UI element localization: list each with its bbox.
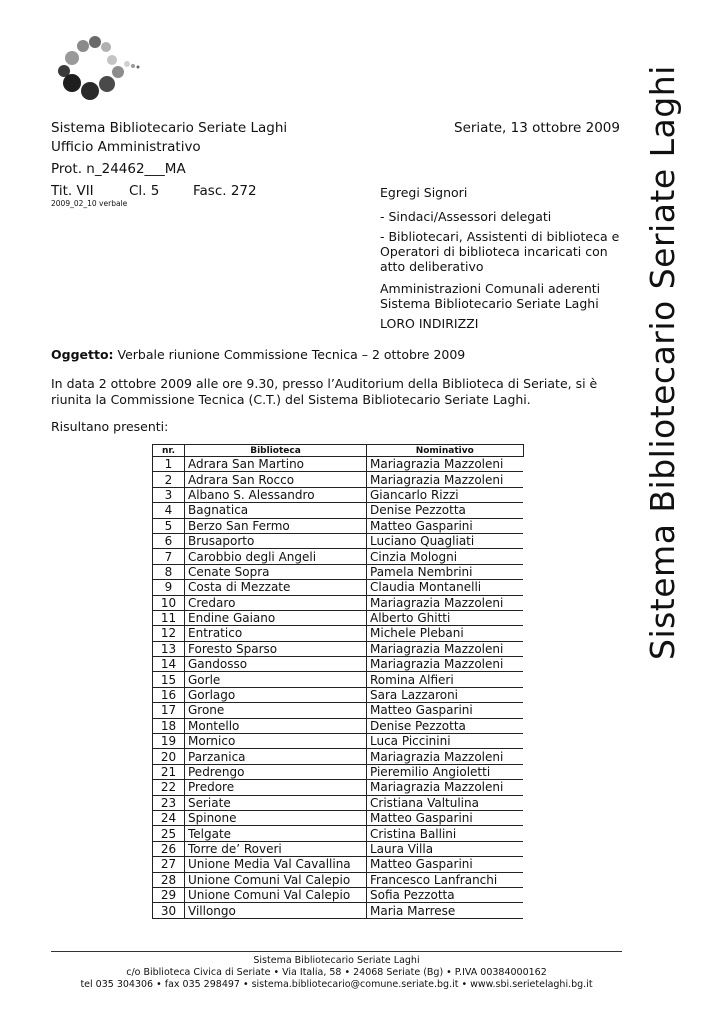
row-library: Montello (185, 718, 367, 733)
row-number: 20 (153, 749, 185, 764)
row-number: 10 (153, 595, 185, 610)
logo-icon (50, 33, 150, 105)
row-name: Luciano Quagliati (367, 533, 524, 548)
row-name: Pieremilio Angioletti (367, 764, 524, 779)
table-row (153, 687, 524, 702)
row-number: 3 (153, 487, 185, 502)
row-name: Denise Pezzotta (367, 718, 524, 733)
row-number: 5 (153, 518, 185, 533)
row-library: Bagnatica (185, 503, 367, 518)
row-library: Unione Comuni Val Calepio (185, 872, 367, 887)
table-row (153, 610, 524, 625)
row-name: Matteo Gasparini (367, 857, 524, 872)
table-row (153, 487, 524, 502)
table-row (153, 503, 524, 518)
subject-label: Oggetto: (51, 347, 114, 362)
recipient-librarians-3: atto deliberativo (380, 259, 484, 274)
table-row (153, 626, 524, 641)
side-title: Sistema Bibliotecario Seriate Laghi (643, 65, 682, 660)
row-number: 9 (153, 580, 185, 595)
table-row (153, 734, 524, 749)
row-library: Telgate (185, 826, 367, 841)
row-name: Mariagrazia Mazzoleni (367, 657, 524, 672)
row-name: Maria Marrese (367, 903, 524, 918)
table-row (153, 580, 524, 595)
recipient-addresses: LORO INDIRIZZI (380, 316, 479, 331)
row-name: Mariagrazia Mazzoleni (367, 457, 524, 472)
row-library: Carobbio degli Angeli (185, 549, 367, 564)
row-number: 18 (153, 718, 185, 733)
row-library: Berzo San Fermo (185, 518, 367, 533)
row-number: 16 (153, 687, 185, 702)
table-row (153, 657, 524, 672)
table-row (153, 672, 524, 687)
intro-line-1: In data 2 ottobre 2009 alle ore 9.30, presso l’Auditorium della Biblioteca di Seriate, si è (51, 376, 598, 391)
row-number: 14 (153, 657, 185, 672)
table-row (153, 533, 524, 548)
row-number: 29 (153, 887, 185, 902)
table-row (153, 795, 524, 810)
row-library: Costa di Mezzate (185, 580, 367, 595)
table-row (153, 595, 524, 610)
row-library: Gandosso (185, 657, 367, 672)
row-library: Parzanica (185, 749, 367, 764)
table-row (153, 518, 524, 533)
header-library: Biblioteca (185, 445, 367, 457)
row-name: Luca Piccinini (367, 734, 524, 749)
footer-address: c/o Biblioteca Civica di Seriate • Via Italia, 58 • 24068 Seriate (Bg) • P.IVA 00384000162 (126, 967, 547, 978)
row-number: 11 (153, 610, 185, 625)
table-row (153, 810, 524, 825)
recipient-mayors: - Sindaci/Assessori delegati (380, 209, 552, 224)
row-library: Mornico (185, 734, 367, 749)
row-number: 28 (153, 872, 185, 887)
row-library: Adrara San Martino (185, 457, 367, 472)
row-name: Romina Alfieri (367, 672, 524, 687)
row-library: Predore (185, 780, 367, 795)
greeting: Egregi Signori (380, 185, 468, 200)
row-name: Cinzia Mologni (367, 549, 524, 564)
row-name: Matteo Gasparini (367, 810, 524, 825)
table-row (153, 718, 524, 733)
row-name: Francesco Lanfranchi (367, 872, 524, 887)
row-name: Alberto Ghitti (367, 610, 524, 625)
row-library: Brusaporto (185, 533, 367, 548)
row-library: Spinone (185, 810, 367, 825)
row-name: Pamela Nembrini (367, 564, 524, 579)
office-name: Ufficio Amministrativo (51, 139, 201, 155)
row-name: Matteo Gasparini (367, 703, 524, 718)
row-number: 30 (153, 903, 185, 918)
row-number: 4 (153, 503, 185, 518)
table-row (153, 780, 524, 795)
row-library: Credaro (185, 595, 367, 610)
row-name: Claudia Montanelli (367, 580, 524, 595)
recipient-librarians-2: Operatori di biblioteca incaricati con (380, 244, 608, 259)
row-name: Michele Plebani (367, 626, 524, 641)
table-row (153, 641, 524, 656)
class-code: Cl. 5 (129, 183, 160, 199)
row-number: 1 (153, 457, 185, 472)
subject-line (51, 347, 465, 362)
row-number: 19 (153, 734, 185, 749)
row-library: Seriate (185, 795, 367, 810)
table-row (153, 826, 524, 841)
table-header-row (153, 445, 524, 457)
intro-line-2: riunita la Commissione Tecnica (C.T.) del Sistema Bibliotecario Seriate Laghi. (51, 392, 531, 407)
header-nr: nr. (153, 445, 185, 457)
recipient-librarians-1: - Bibliotecari, Assistenti di biblioteca e (380, 229, 620, 244)
row-number: 7 (153, 549, 185, 564)
row-library: Gorlago (185, 687, 367, 702)
row-number: 6 (153, 533, 185, 548)
footer-org: Sistema Bibliotecario Seriate Laghi (253, 955, 420, 966)
file-code: Fasc. 272 (193, 183, 257, 199)
table-row (153, 549, 524, 564)
table-row (153, 841, 524, 856)
row-library: Grone (185, 703, 367, 718)
table-row (153, 764, 524, 779)
row-library: Entratico (185, 626, 367, 641)
org-name: Sistema Bibliotecario Seriate Laghi (51, 120, 288, 136)
document-date: Seriate, 13 ottobre 2009 (454, 120, 620, 136)
row-name: Mariagrazia Mazzoleni (367, 749, 524, 764)
title-code: Tit. VII (51, 183, 94, 199)
row-name: Mariagrazia Mazzoleni (367, 641, 524, 656)
row-number: 26 (153, 841, 185, 856)
row-number: 13 (153, 641, 185, 656)
row-name: Giancarlo Rizzi (367, 487, 524, 502)
row-name: Sofia Pezzotta (367, 887, 524, 902)
row-number: 12 (153, 626, 185, 641)
row-number: 8 (153, 564, 185, 579)
row-library: Cenate Sopra (185, 564, 367, 579)
row-number: 15 (153, 672, 185, 687)
row-number: 22 (153, 780, 185, 795)
table-row (153, 457, 524, 472)
row-number: 17 (153, 703, 185, 718)
row-library: Endine Gaiano (185, 610, 367, 625)
present-label: Risultano presenti: (51, 419, 169, 434)
row-library: Torre de’ Roveri (185, 841, 367, 856)
table-row (153, 703, 524, 718)
table-row (153, 887, 524, 902)
row-name: Cristiana Valtulina (367, 795, 524, 810)
recipient-admins-1: Amministrazioni Comunali aderenti (380, 281, 601, 296)
row-name: Mariagrazia Mazzoleni (367, 472, 524, 487)
intro-paragraph (51, 376, 621, 408)
table-row (153, 903, 524, 918)
footer-contacts: tel 035 304306 • fax 035 298497 • sistema.bibliotecario@comune.seriate.bg.it • www.sbi.serietelaghi.bg.it (80, 979, 593, 990)
row-number: 23 (153, 795, 185, 810)
subject-text: Verbale riunione Commissione Tecnica – 2 ottobre 2009 (113, 347, 466, 362)
row-name: Mariagrazia Mazzoleni (367, 780, 524, 795)
footer-divider (51, 951, 622, 952)
row-library: Pedrengo (185, 764, 367, 779)
row-library: Albano S. Alessandro (185, 487, 367, 502)
row-name: Mariagrazia Mazzoleni (367, 595, 524, 610)
document-filename: 2009_02_10 verbale (51, 199, 128, 208)
table-row (153, 564, 524, 579)
protocol-number: Prot. n_24462___MA (51, 161, 186, 177)
table-row (153, 872, 524, 887)
row-name: Matteo Gasparini (367, 518, 524, 533)
row-library: Gorle (185, 672, 367, 687)
row-library: Villongo (185, 903, 367, 918)
header-name: Nominativo (367, 445, 524, 457)
row-library: Foresto Sparso (185, 641, 367, 656)
attendance-table (152, 444, 524, 919)
row-number: 27 (153, 857, 185, 872)
row-name: Cristina Ballini (367, 826, 524, 841)
row-number: 25 (153, 826, 185, 841)
row-number: 24 (153, 810, 185, 825)
table-row (153, 472, 524, 487)
table-row (153, 749, 524, 764)
row-name: Laura Villa (367, 841, 524, 856)
row-name: Denise Pezzotta (367, 503, 524, 518)
row-library: Adrara San Rocco (185, 472, 367, 487)
table-row (153, 857, 524, 872)
row-library: Unione Comuni Val Calepio (185, 887, 367, 902)
recipient-admins-2: Sistema Bibliotecario Seriate Laghi (380, 296, 599, 311)
row-library: Unione Media Val Cavallina (185, 857, 367, 872)
row-number: 2 (153, 472, 185, 487)
row-number: 21 (153, 764, 185, 779)
row-name: Sara Lazzaroni (367, 687, 524, 702)
